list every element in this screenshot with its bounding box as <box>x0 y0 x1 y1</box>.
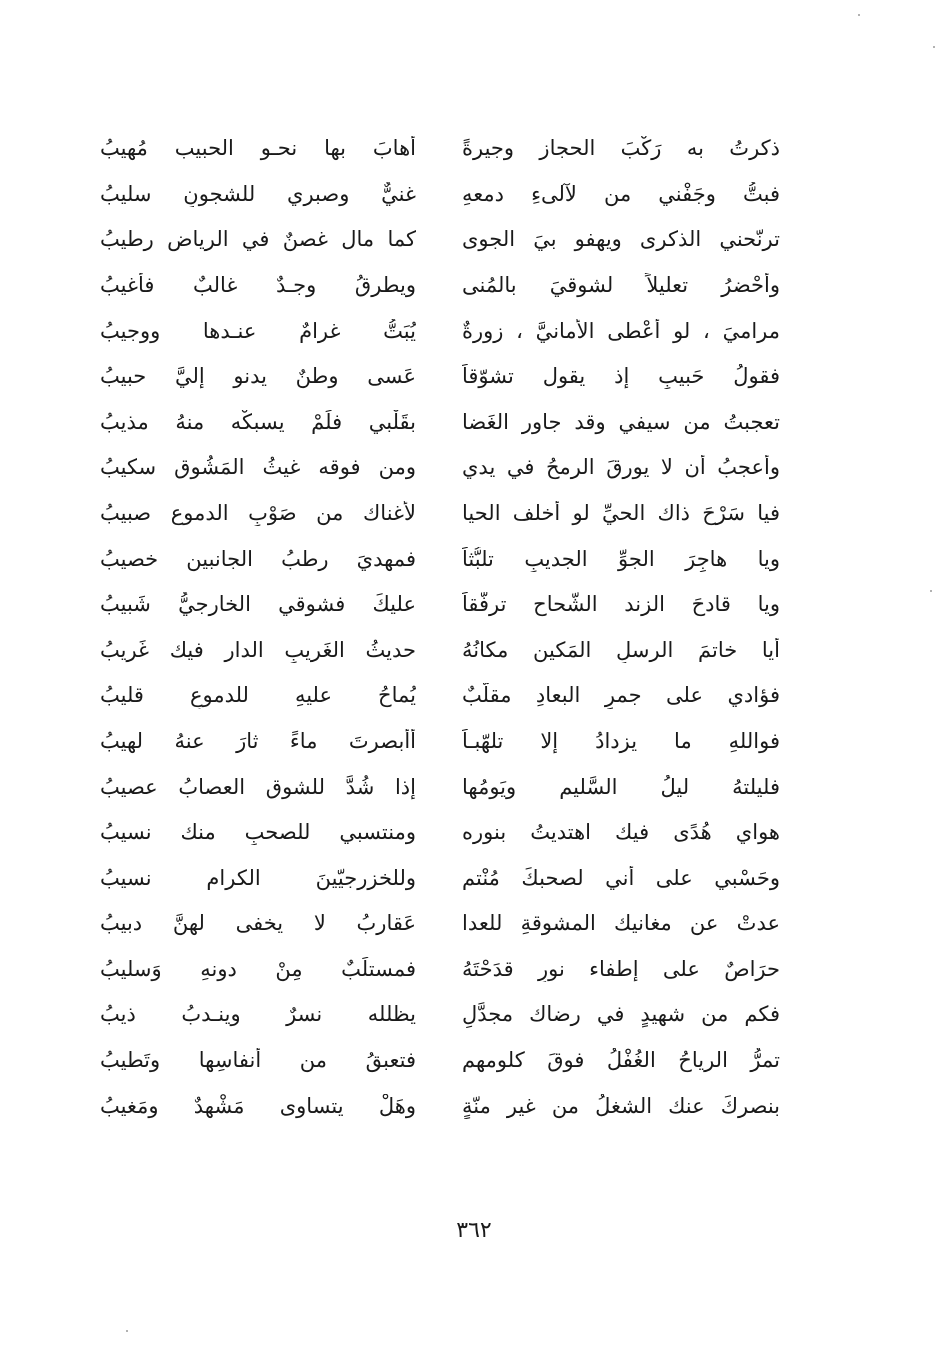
second-hemistich: بقَلْبي فلَمْ يسبكْه منهُ مذيبُ <box>100 409 416 434</box>
first-hemistich: وأعجبُ أن لا يورقَ الرمحُ في يدي <box>462 455 780 480</box>
verse-line <box>100 308 780 354</box>
verse-line <box>100 764 780 810</box>
verse-line <box>100 901 780 947</box>
verse-line <box>100 172 780 218</box>
first-hemistich: بنصركَ عنك الشغلُ من غير منّةٍ <box>462 1093 780 1118</box>
first-hemistich: عدتْ عن مغانيك المشوقةِ للعدا <box>462 911 780 936</box>
first-hemistich: وحَسْبي على أني لصحبكَ مُنْتمٍ <box>462 865 780 890</box>
scan-speck <box>126 1330 128 1332</box>
second-hemistich: أأبصرتَ ماءً ثارَ عنهُ لهيبُ <box>100 728 416 753</box>
first-hemistich: فؤادي على جمرِ البعادِ مقلَّبٌ <box>462 683 780 708</box>
second-hemistich: فمهديَ رطبُ الجانبين خصيبُ <box>100 546 416 571</box>
first-hemistich: أيا خاتمَ الرسلِ المَكين مكانُهُ <box>462 637 780 662</box>
second-hemistich: أهابَ بها نحـو الحبيب مُهيبُ <box>100 136 416 161</box>
poem-body <box>100 126 780 1129</box>
verse-line <box>100 491 780 537</box>
scan-speck <box>930 590 932 592</box>
verse-line <box>100 810 780 856</box>
verse-line <box>100 719 780 765</box>
verse-line <box>100 263 780 309</box>
verse-line <box>100 673 780 719</box>
verse-line <box>100 628 780 674</box>
verse-line <box>100 445 780 491</box>
first-hemistich: تعجبتُ من سيفي وقد جاور الغَضا <box>462 409 780 434</box>
second-hemistich: عليكَ فشوقي الخارجيُّ شَبيبُ <box>100 592 416 617</box>
verse-line <box>100 992 780 1038</box>
first-hemistich: فبتُّ وجَفْني من لآلىءِ دمعهِ <box>462 181 780 206</box>
verse-line <box>100 582 780 628</box>
first-hemistich: ترنّحني الذكرى ويهفو بيَ الجوى <box>462 227 780 252</box>
second-hemistich: ومنتسبي للصحبِ منك نسيبُ <box>100 820 416 845</box>
verse-line <box>100 947 780 993</box>
second-hemistich: وللخزرجيّينَ الكرامِ نسيبُ <box>100 865 416 890</box>
first-hemistich: ذكرتُ به رَكْبَ الحجاز وجيرةً <box>462 136 780 161</box>
verse-line <box>100 354 780 400</box>
first-hemistich: حرَاصٌ على إطفاء نورٍ قدَحْتَهُ <box>462 956 780 981</box>
second-hemistich: غنيٌّ وصبري للشجونِ سليبُ <box>100 181 416 206</box>
first-hemistich: تمرُّ الرياحُ الغُفْلُ فوقَ كلومهم <box>462 1048 780 1073</box>
verse-line <box>100 400 780 446</box>
verse-line <box>100 1038 780 1084</box>
second-hemistich: فتعبقُ من أنفاسِها وتَطيبُ <box>100 1048 416 1073</box>
first-hemistich: فليلتهُ ليلُ السَّليم ويَومُها <box>462 774 780 799</box>
first-hemistich: فواللهِ ما يزدادُ إلا تلهّبـاً <box>462 728 780 753</box>
second-hemistich: إذا شُدَّ للشوقِ العصابُ عصيبُ <box>100 774 416 799</box>
first-hemistich: فكم من شهيدٍ في رضاك مجدَّلٍ <box>462 1002 780 1027</box>
second-hemistich: ويطرقُ وجـدٌ غالبٌ فأغيبُ <box>100 272 416 297</box>
first-hemistich: ويا قادحَ الزند الشَّحاح ترفّقاً <box>462 592 780 617</box>
first-hemistich: مراميَ ، لو أُعْطى الأمانيَّ ، زورةٌ <box>462 318 780 343</box>
second-hemistich: كما مال غصنٌ في الرياضِ رطيبُ <box>100 227 416 252</box>
page-number: ٣٦٢ <box>456 1218 492 1243</box>
verse-line <box>100 536 780 582</box>
verse-line <box>100 1083 780 1129</box>
verse-line <box>100 217 780 263</box>
second-hemistich: فمستلَبٌ مِنْ دونهِ وَسليبُ <box>100 956 416 981</box>
second-hemistich: عَسى وطنٌ يدنو إليَّ حبيبُ <box>100 364 416 389</box>
second-hemistich: يظلله نسرٌ وينـدبُ ذيبُ <box>100 1002 416 1027</box>
first-hemistich: ويا هاجِرَ الجوِّ الجديبِ تلبُّثاً <box>462 546 780 571</box>
second-hemistich: وهَلْ يتساوى مَشْهدٌ ومَغيبُ <box>100 1093 416 1118</box>
verse-line <box>100 126 780 172</box>
second-hemistich: عَقاربُ لا يخفى لهنَّ دبيبُ <box>100 911 416 936</box>
verse-line <box>100 856 780 902</box>
second-hemistich: يُماحُ عليهِ للدموعِ قليبُ <box>100 683 416 708</box>
scan-speck <box>933 46 935 48</box>
second-hemistich: لأغناك من صَوْبِ الدموعِ صبيبُ <box>100 500 416 525</box>
first-hemistich: فيا سَرْحَ ذاك الحيِّ لو أخلف الحيا <box>462 500 780 525</box>
second-hemistich: حديثُ الغَريبِ الدار فيك غَريبُ <box>100 637 416 662</box>
second-hemistich: ومن فوقه غيثُ المَشُوق سكيبُ <box>100 455 416 480</box>
second-hemistich: يُبَتُّ غرامٌ عنـدها ووجيبُ <box>100 318 416 343</box>
scan-speck <box>858 14 860 16</box>
first-hemistich: فقولُ حَبيبٍ إذ يقول تشوّقاً <box>462 364 780 389</box>
first-hemistich: وأحْضرُ تعليلاً لشوقيَ بالمُنى <box>462 272 780 297</box>
first-hemistich: هواي هُدًى فيك اهتديتُ بنوره <box>462 820 780 845</box>
